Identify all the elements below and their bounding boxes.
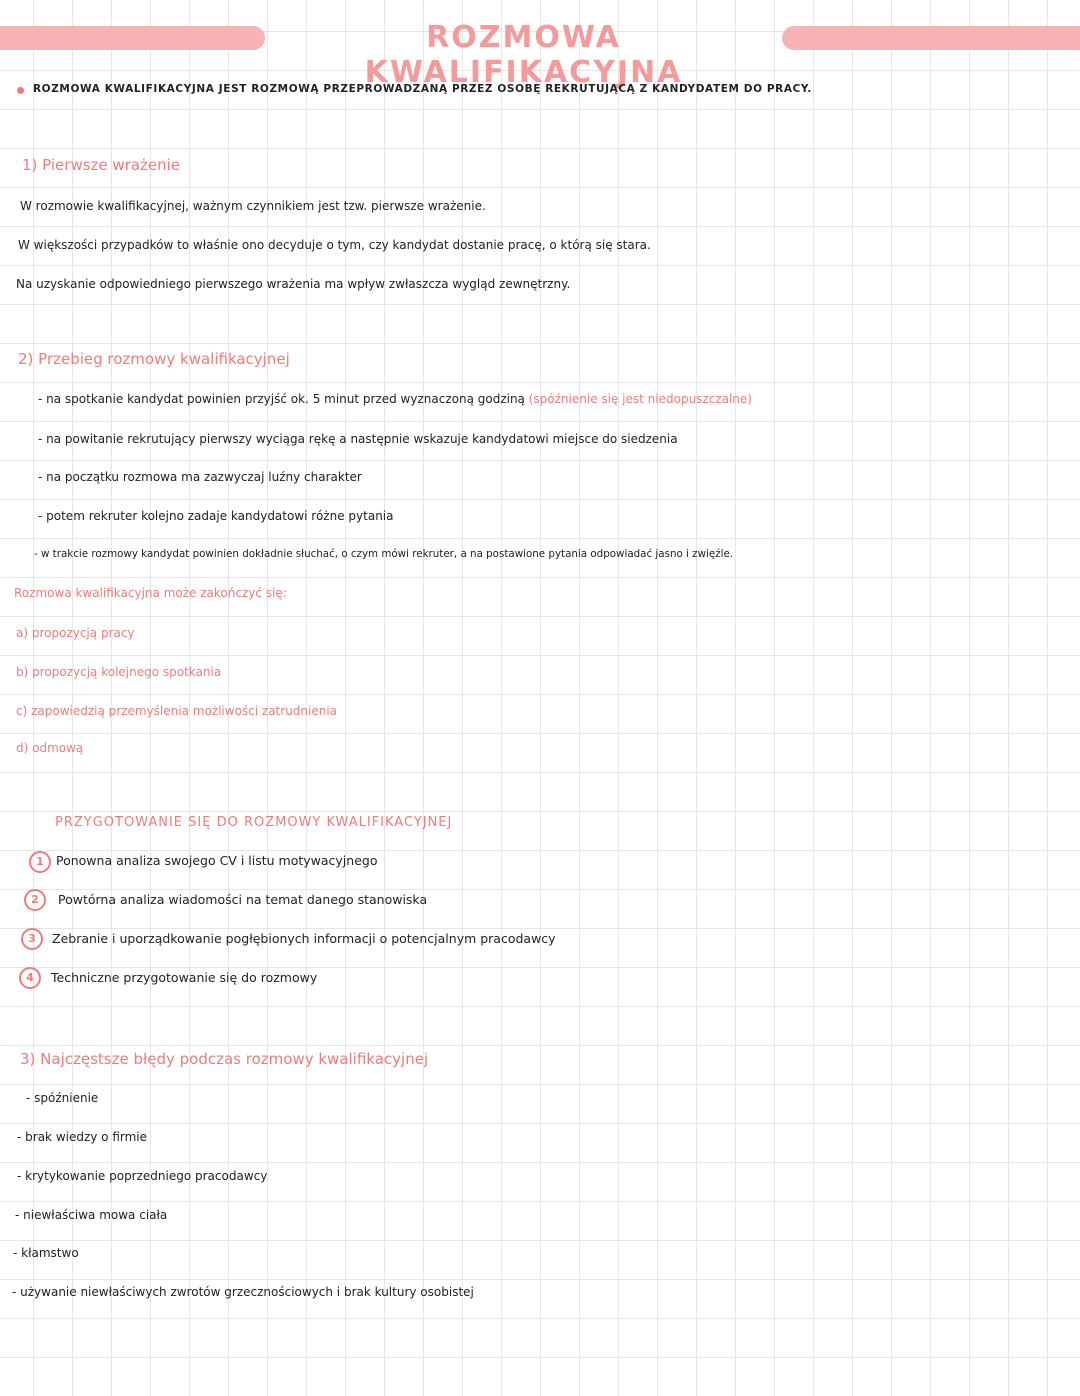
section2-line: - na początku rozmowa ma zazwyczaj luźny charakter bbox=[38, 470, 362, 484]
mistake-item: - kłamstwo bbox=[13, 1246, 79, 1260]
mistake-item: - brak wiedzy o firmie bbox=[17, 1130, 148, 1144]
ending-item: d) odmową bbox=[16, 741, 84, 755]
endings-heading: Rozmowa kwalifikacyjna może zakończyć się: bbox=[14, 586, 287, 600]
preparation-item: Ponowna analiza swojego CV i listu motywacyjnego bbox=[56, 853, 378, 868]
number-2-icon: 2 bbox=[24, 889, 46, 911]
title-banner-left bbox=[0, 26, 265, 50]
number-4-icon: 4 bbox=[19, 967, 41, 989]
ending-item: a) propozycją pracy bbox=[16, 626, 135, 640]
section1-heading: 1) Pierwsze wrażenie bbox=[22, 156, 181, 174]
section2-line: - w trakcie rozmowy kandydat powinien dokładnie słuchać, o czym mówi rekruter, a na postawione pytania odpowiadać jasno i zwięźle. bbox=[34, 548, 734, 560]
page-title: ROZMOWA KWALIFIKACYJNA bbox=[364, 20, 683, 90]
number-3-icon: 3 bbox=[21, 928, 43, 950]
bullet-dot-icon bbox=[17, 87, 24, 94]
section2-line-text: - na spotkanie kandydat powinien przyjść ok. 5 minut przed wyznaczoną godziną bbox=[38, 392, 525, 406]
preparation-item: Techniczne przygotowanie się do rozmowy bbox=[51, 970, 318, 985]
section2-line: - potem rekruter kolejno zadaje kandydatowi różne pytania bbox=[38, 509, 394, 523]
mistake-item: - niewłaściwa mowa ciała bbox=[15, 1208, 168, 1222]
section2-note: (spóźnienie się jest niedopuszczalne) bbox=[528, 392, 752, 406]
section2-line: - na powitanie rekrutujący pierwszy wyciąga rękę a następnie wskazuje kandydatowi miejsce do siedzenia bbox=[38, 432, 678, 446]
mistake-item: - spóźnienie bbox=[26, 1091, 99, 1105]
intro-text: ROZMOWA KWALIFIKACYJNA JEST ROZMOWĄ PRZEPROWADZANĄ PRZEZ OSOBĘ REKRUTUJĄCĄ Z KANDYDATEM DO PRACY. bbox=[33, 83, 812, 95]
ending-item: b) propozycją kolejnego spotkania bbox=[16, 665, 222, 679]
mistake-item: - używanie niewłaściwych zwrotów grzecznościowych i brak kultury osobistej bbox=[12, 1285, 474, 1299]
preparation-item: Zebranie i uporządkowanie pogłębionych informacji o potencjalnym pracodawcy bbox=[52, 931, 556, 946]
section1-line: W większości przypadków to właśnie ono decyduje o tym, czy kandydat dostanie pracę, o którą się stara. bbox=[18, 238, 651, 252]
section2-heading: 2) Przebieg rozmowy kwalifikacyjnej bbox=[18, 350, 290, 368]
section1-line: Na uzyskanie odpowiedniego pierwszego wrażenia ma wpływ zwłaszcza wygląd zewnętrzny. bbox=[16, 277, 571, 291]
ending-item: c) zapowiedzią przemyślenia możliwości zatrudnienia bbox=[16, 704, 338, 718]
section1-line: W rozmowie kwalifikacyjnej, ważnym czynnikiem jest tzw. pierwsze wrażenie. bbox=[20, 199, 486, 213]
mistake-item: - krytykowanie poprzedniego pracodawcy bbox=[17, 1169, 268, 1183]
section3-heading: 3) Najczęstsze błędy podczas rozmowy kwalifikacyjnej bbox=[20, 1050, 429, 1068]
preparation-item: Powtórna analiza wiadomości na temat danego stanowiska bbox=[58, 892, 428, 907]
title-banner-right bbox=[782, 26, 1080, 50]
number-1-icon: 1 bbox=[29, 851, 51, 873]
section2-line bbox=[38, 392, 752, 406]
preparation-heading: PRZYGOTOWANIE SIĘ DO ROZMOWY KWALIFIKACYJNEJ bbox=[55, 815, 453, 830]
